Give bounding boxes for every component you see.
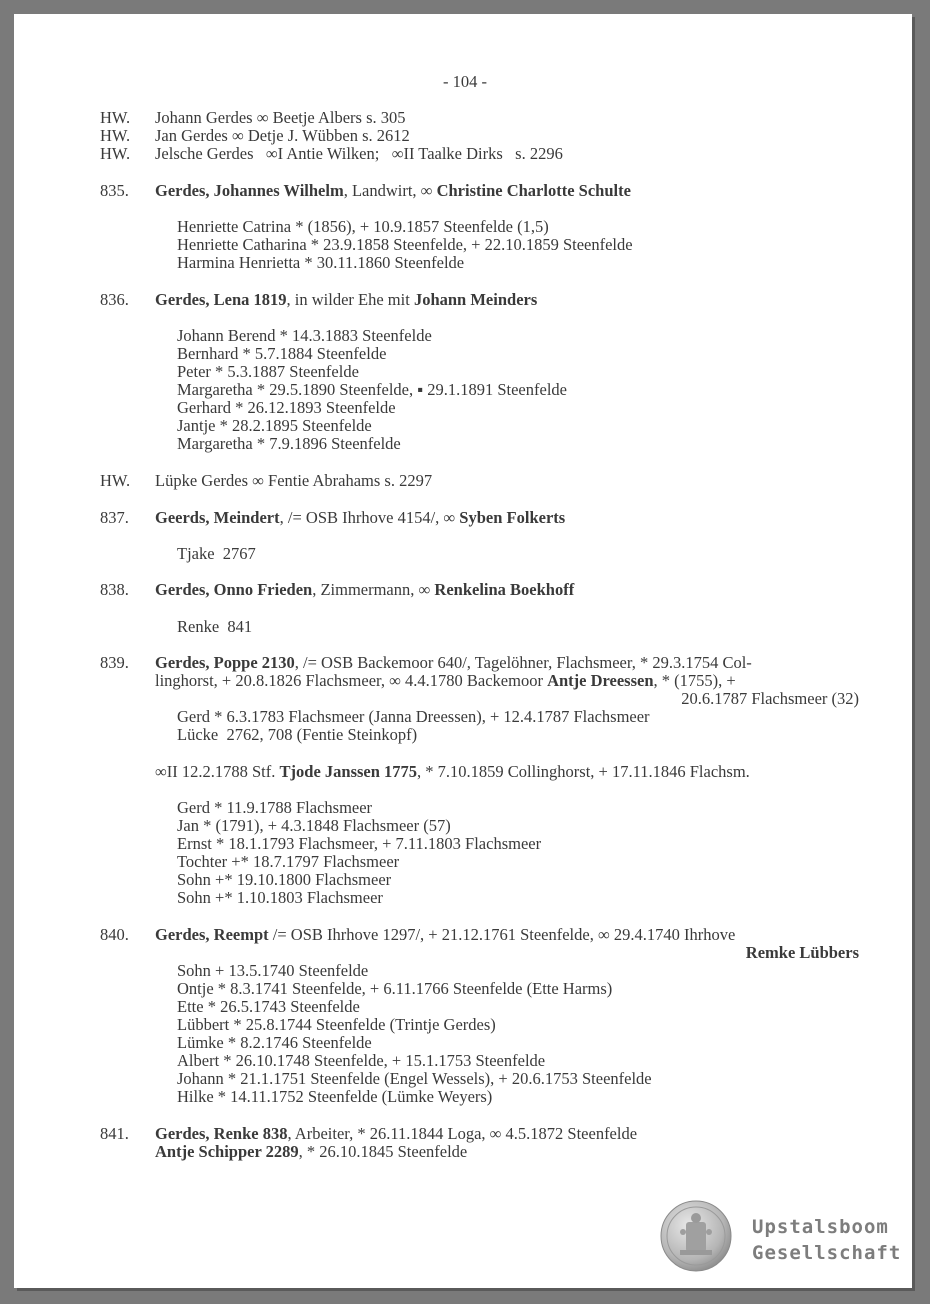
entry-number: 838.	[100, 580, 129, 599]
child-line: Sohn + 13.5.1740 Steenfelde	[177, 961, 369, 980]
entry-number: 839.	[100, 653, 129, 672]
child-line: Ontje * 8.3.1741 Steenfelde, + 6.11.1766 Steenfelde (Ette Harms)	[177, 979, 613, 998]
entry-spouse: Tjode Janssen 1775	[279, 762, 418, 781]
entry-number: 840.	[100, 925, 129, 944]
child-line: Jan * (1791), + 4.3.1848 Flachsmeer (57)	[177, 816, 451, 835]
entry-heading	[155, 182, 631, 200]
hw-tag: HW.	[100, 144, 131, 163]
entry-details: , * (1755), +	[653, 671, 736, 690]
hw-text: Lüpke Gerdes ∞ Fentie Abrahams s. 2297	[155, 471, 433, 490]
entry-details: , Zimmermann, ∞	[312, 580, 435, 599]
child-line: Johann * 21.1.1751 Steenfelde (Engel Wessels), + 20.6.1753 Steenfelde	[177, 1069, 652, 1088]
entry-heading	[155, 654, 752, 672]
entry-heading	[155, 1125, 637, 1143]
child-line: Lübbert * 25.8.1744 Steenfelde (Trintje Gerdes)	[177, 1015, 496, 1034]
child-line: Johann Berend * 14.3.1883 Steenfelde	[177, 326, 432, 345]
upstalsboom-seal-icon	[660, 1200, 732, 1272]
child-line: Tjake 2767	[177, 544, 256, 563]
entry-spouse: Renkelina Boekhoff	[434, 580, 575, 599]
hw-tag: HW.	[100, 108, 131, 127]
child-line: Sohn +* 19.10.1800 Flachsmeer	[177, 870, 392, 889]
entry-number: 841.	[100, 1124, 129, 1143]
society-name-line1: Upstalsboom	[752, 1216, 889, 1238]
entry-details: /= OSB Ihrhove 1297/, + 21.12.1761 Steenfelde, ∞ 29.4.1740 Ihrhove	[268, 925, 736, 944]
entry-spouse: Syben Folkerts	[459, 508, 566, 527]
hw-tag: HW.	[100, 126, 131, 145]
entry-name: Gerdes, Reempt	[155, 925, 269, 944]
hw-text: Jelsche Gerdes ∞I Antie Wilken; ∞II Taalke Dirks s. 2296	[155, 144, 563, 163]
entry-heading-cont: 20.6.1787 Flachsmeer (32)	[681, 689, 859, 708]
entry-details: , Landwirt, ∞	[343, 181, 437, 200]
marriage-details: , * 7.10.1859 Collinghorst, + 17.11.1846 Flachsm.	[417, 762, 750, 781]
society-name-line2: Gesellschaft	[752, 1242, 902, 1264]
child-line: Hilke * 14.11.1752 Steenfelde (Lümke Weyers)	[177, 1087, 493, 1106]
child-line: Margaretha * 29.5.1890 Steenfelde, ▪ 29.1.1891 Steenfelde	[177, 380, 567, 399]
child-line: Henriette Catrina * (1856), + 10.9.1857 Steenfelde (1,5)	[177, 217, 549, 236]
child-line: Renke 841	[177, 617, 253, 636]
entry-name: Geerds, Meindert	[155, 508, 280, 527]
child-line: Ernst * 18.1.1793 Flachsmeer, + 7.11.1803 Flachsmeer	[177, 834, 542, 853]
entry-spouse: Remke Lübbers	[745, 943, 859, 962]
entry-heading	[155, 926, 735, 944]
entry-details: , in wilder Ehe mit	[286, 290, 414, 309]
entry-name: Gerdes, Poppe 2130	[155, 653, 295, 672]
page-number: - 104 -	[443, 72, 487, 91]
child-line: Lümke * 8.2.1746 Steenfelde	[177, 1033, 372, 1052]
child-line: Jantje * 28.2.1895 Steenfelde	[177, 416, 372, 435]
entry-name: Gerdes, Lena 1819	[155, 290, 287, 309]
child-line: Albert * 26.10.1748 Steenfelde, + 15.1.1753 Steenfelde	[177, 1051, 546, 1070]
entry-heading-cont	[155, 672, 736, 690]
entry-heading	[155, 291, 537, 309]
entry-spouse: Antje Schipper 2289	[155, 1142, 299, 1161]
entry-details: , Arbeiter, * 26.11.1844 Loga, ∞ 4.5.1872 Steenfelde	[287, 1124, 638, 1143]
entry-details: , * 26.10.1845 Steenfelde	[298, 1142, 468, 1161]
child-line: Margaretha * 7.9.1896 Steenfelde	[177, 434, 401, 453]
entry-spouse: Antje Dreessen	[547, 671, 654, 690]
child-line: Harmina Henrietta * 30.11.1860 Steenfelde	[177, 253, 465, 272]
entry-number: 836.	[100, 290, 129, 309]
child-line: Peter * 5.3.1887 Steenfelde	[177, 362, 359, 381]
child-line: Gerhard * 26.12.1893 Steenfelde	[177, 398, 396, 417]
child-line: Tochter +* 18.7.1797 Flachsmeer	[177, 852, 400, 871]
child-line: Gerd * 11.9.1788 Flachsmeer	[177, 798, 373, 817]
child-line: Sohn +* 1.10.1803 Flachsmeer	[177, 888, 383, 907]
child-line: Lücke 2762, 708 (Fentie Steinkopf)	[177, 725, 418, 744]
hw-text: Johann Gerdes ∞ Beetje Albers s. 305	[155, 108, 406, 127]
entry-spouse: Christine Charlotte Schulte	[436, 181, 631, 200]
child-line: Gerd * 6.3.1783 Flachsmeer (Janna Dreessen), + 12.4.1787 Flachsmeer	[177, 707, 650, 726]
child-line: Henriette Catharina * 23.9.1858 Steenfelde, + 22.10.1859 Steenfelde	[177, 235, 633, 254]
entry-number: 835.	[100, 181, 129, 200]
hw-tag: HW.	[100, 471, 131, 490]
child-line: Bernhard * 5.7.1884 Steenfelde	[177, 344, 387, 363]
entry-name: Gerdes, Renke 838	[155, 1124, 288, 1143]
entry-number: 837.	[100, 508, 129, 527]
entry-name: Gerdes, Johannes Wilhelm	[155, 181, 344, 200]
entry-details: , /= OSB Ihrhove 4154/, ∞	[279, 508, 460, 527]
entry-heading	[155, 581, 574, 599]
marriage-details: ∞II 12.2.1788 Stf.	[155, 762, 280, 781]
hw-text: Jan Gerdes ∞ Detje J. Wübben s. 2612	[155, 126, 410, 145]
entry-heading	[155, 509, 565, 527]
second-marriage	[155, 763, 750, 781]
entry-name: Gerdes, Onno Frieden	[155, 580, 313, 599]
entry-details: linghorst, + 20.8.1826 Flachsmeer, ∞ 4.4.1780 Backemoor	[155, 671, 548, 690]
entry-details: , /= OSB Backemoor 640/, Tagelöhner, Flachsmeer, * 29.3.1754 Col-	[294, 653, 752, 672]
child-line: Ette * 26.5.1743 Steenfelde	[177, 997, 360, 1016]
entry-heading-cont	[155, 1143, 467, 1161]
entry-spouse: Johann Meinders	[413, 290, 538, 309]
